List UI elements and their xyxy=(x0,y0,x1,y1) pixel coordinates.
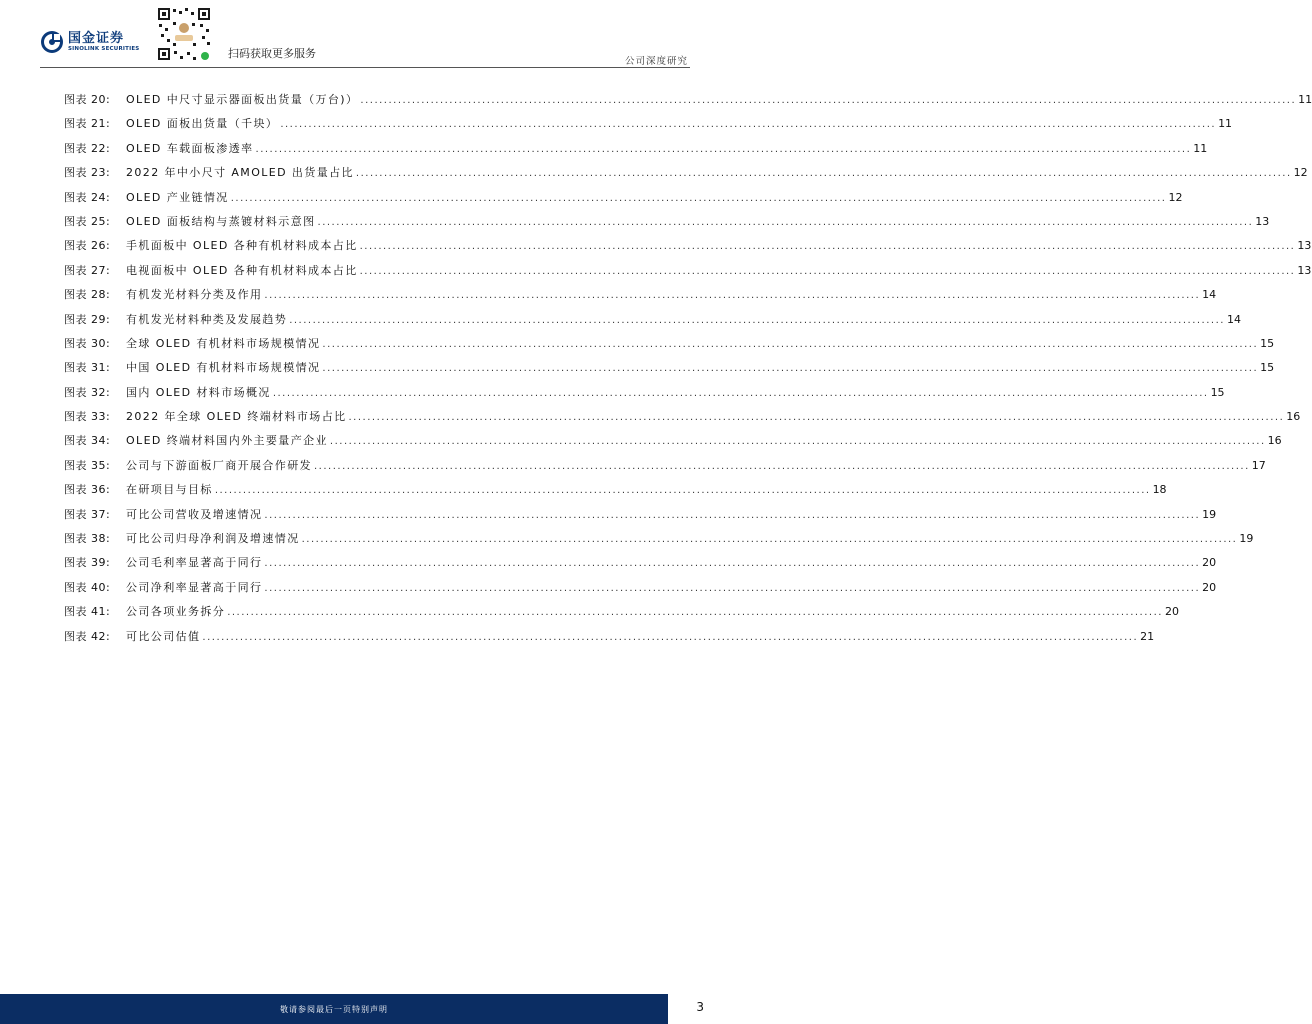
toc-entry-title: 在研项目与目标 xyxy=(126,483,213,497)
toc-entry-page: 14 xyxy=(1202,288,1217,302)
toc-entry[interactable] xyxy=(64,213,1270,237)
toc-entry-title: OLED 车载面板渗透率 xyxy=(126,141,254,155)
toc-dot-leader: ........................................................................................................................................................................................................ xyxy=(289,314,1225,326)
toc-entry-label: 图表 41: xyxy=(64,605,111,619)
toc-entry-page: 17 xyxy=(1251,458,1266,472)
sinolink-logo-icon xyxy=(40,30,64,54)
toc-entry-title: 公司净利率显著高于同行 xyxy=(126,580,263,594)
toc-entry-page: 20 xyxy=(1202,580,1217,594)
toc-entry[interactable] xyxy=(64,457,1266,481)
toc-entry-title: 手机面板中 OLED 各种有机材料成本占比 xyxy=(126,239,358,253)
toc-dot-leader: ........................................................................................................................................................................................................ xyxy=(359,265,1296,277)
report-type-label: 公司深度研究 xyxy=(624,56,688,67)
toc-entry[interactable] xyxy=(64,189,1183,213)
toc-dot-leader: ........................................................................................................................................................................................................ xyxy=(348,412,1285,424)
toc-dot-leader: ........................................................................................................................................................................................................ xyxy=(255,143,1192,155)
logo-english-name: SINOLINK SECURITIES xyxy=(68,45,140,52)
toc-dot-leader: ........................................................................................................................................................................................................ xyxy=(301,534,1238,546)
toc-entry[interactable] xyxy=(64,335,1275,359)
toc-entry-page: 19 xyxy=(1202,507,1217,521)
toc-entry[interactable] xyxy=(64,384,1225,408)
toc-entry-page: 11 xyxy=(1193,141,1208,155)
header-divider xyxy=(40,67,690,68)
toc-entry[interactable] xyxy=(64,530,1254,554)
toc-dot-leader: ........................................................................................................................................................................................................ xyxy=(329,436,1266,448)
toc-entry-label: 图表 32: xyxy=(64,385,111,399)
toc-entry-page: 18 xyxy=(1152,483,1167,497)
toc-entry-title: OLED 终端材料国内外主要量产企业 xyxy=(126,434,328,448)
scan-for-services-text: 扫码获取更多服务 xyxy=(228,47,316,60)
toc-entry-title: 可比公司估值 xyxy=(126,629,201,643)
toc-entry-label: 图表 27: xyxy=(64,263,111,277)
toc-entry-title: OLED 面板结构与蒸镀材料示意图 xyxy=(126,214,316,228)
toc-dot-leader: ........................................................................................................................................................................................................ xyxy=(264,582,1201,594)
toc-entry[interactable] xyxy=(64,286,1217,310)
toc-entry-label: 图表 33: xyxy=(64,410,111,424)
toc-entry[interactable] xyxy=(64,262,1312,286)
toc-entry[interactable] xyxy=(64,603,1179,627)
company-logo xyxy=(40,30,139,54)
toc-entry-label: 图表 30: xyxy=(64,336,111,350)
toc-entry-title: OLED 面板出货量（千块） xyxy=(126,117,279,131)
toc-entry-title: 可比公司归母净利润及增速情况 xyxy=(126,532,300,546)
toc-entry-label: 图表 31: xyxy=(64,361,111,375)
toc-entry-label: 图表 26: xyxy=(64,239,111,253)
toc-entry-title: 2022 年全球 OLED 终端材料市场占比 xyxy=(126,410,347,424)
toc-entry-label: 图表 23: xyxy=(64,166,111,180)
toc-dot-leader: ........................................................................................................................................................................................................ xyxy=(264,558,1201,570)
toc-entry-page: 13 xyxy=(1255,214,1270,228)
figure-list xyxy=(64,91,1312,652)
toc-dot-leader: ........................................................................................................................................................................................................ xyxy=(202,631,1139,643)
toc-entry-page: 12 xyxy=(1168,190,1183,204)
toc-entry-title: 可比公司营收及增速情况 xyxy=(126,507,263,521)
toc-entry-page: 11 xyxy=(1218,117,1233,131)
toc-entry-title: 公司各项业务拆分 xyxy=(126,605,226,619)
toc-entry-label: 图表 24: xyxy=(64,190,111,204)
toc-entry-label: 图表 38: xyxy=(64,532,111,546)
toc-entry-title: 公司毛利率显著高于同行 xyxy=(126,556,263,570)
toc-entry-title: 有机发光材料种类及发展趋势 xyxy=(126,312,288,326)
toc-entry[interactable] xyxy=(64,164,1308,188)
toc-entry[interactable] xyxy=(64,554,1217,578)
toc-entry-title: 有机发光材料分类及作用 xyxy=(126,288,263,302)
toc-dot-leader: ........................................................................................................................................................................................................ xyxy=(314,460,1250,472)
toc-entry-label: 图表 21: xyxy=(64,117,111,131)
toc-entry[interactable] xyxy=(64,359,1275,383)
toc-entry-label: 图表 42: xyxy=(64,629,111,643)
toc-entry-title: 中国 OLED 有机材料市场规模情况 xyxy=(126,361,321,375)
toc-entry[interactable] xyxy=(64,628,1155,652)
toc-entry-label: 图表 35: xyxy=(64,458,111,472)
toc-entry-label: 图表 28: xyxy=(64,288,111,302)
toc-entry-page: 12 xyxy=(1293,166,1308,180)
toc-entry-label: 图表 40: xyxy=(64,580,111,594)
toc-entry-page: 13 xyxy=(1297,263,1312,277)
toc-entry[interactable] xyxy=(64,311,1241,335)
toc-dot-leader: ........................................................................................................................................................................................................ xyxy=(264,509,1201,521)
toc-entry-title: 全球 OLED 有机材料市场规模情况 xyxy=(126,336,321,350)
toc-entry-page: 15 xyxy=(1260,361,1275,375)
toc-dot-leader: ........................................................................................................................................................................................................ xyxy=(360,95,1297,106)
toc-entry-page: 14 xyxy=(1226,312,1241,326)
toc-entry[interactable] xyxy=(64,432,1282,456)
toc-entry-label: 图表 22: xyxy=(64,141,111,155)
toc-entry-label: 图表 34: xyxy=(64,434,111,448)
toc-dot-leader: ........................................................................................................................................................................................................ xyxy=(280,119,1217,131)
toc-entry[interactable] xyxy=(64,481,1167,505)
toc-entry[interactable] xyxy=(64,140,1208,164)
toc-entry-page: 15 xyxy=(1210,385,1225,399)
toc-entry-page: 13 xyxy=(1297,239,1312,253)
toc-entry-label: 图表 20: xyxy=(64,93,111,106)
toc-dot-leader: ........................................................................................................................................................................................................ xyxy=(264,290,1201,302)
page-header xyxy=(0,0,724,70)
toc-dot-leader: ........................................................................................................................................................................................................ xyxy=(317,216,1254,228)
toc-entry[interactable] xyxy=(64,115,1233,139)
toc-dot-leader: ........................................................................................................................................................................................................ xyxy=(227,607,1163,619)
logo-chinese-name: 国金证券 xyxy=(68,30,125,46)
toc-entry[interactable] xyxy=(64,506,1217,530)
toc-dot-leader: ........................................................................................................................................................................................................ xyxy=(359,241,1296,253)
toc-entry-page: 16 xyxy=(1267,434,1282,448)
toc-entry-title: 2022 年中小尺寸 AMOLED 出货量占比 xyxy=(126,166,354,180)
toc-entry-page: 20 xyxy=(1164,605,1179,619)
toc-dot-leader: ........................................................................................................................................................................................................ xyxy=(272,387,1209,399)
toc-entry-page: 21 xyxy=(1140,629,1155,643)
toc-entry[interactable] xyxy=(64,579,1217,603)
toc-dot-leader: ........................................................................................................................................................................................................ xyxy=(355,168,1292,180)
qr-code-icon[interactable] xyxy=(156,6,212,62)
toc-entry-page: 20 xyxy=(1202,556,1217,570)
toc-entry[interactable] xyxy=(64,237,1312,261)
toc-dot-leader: ........................................................................................................................................................................................................ xyxy=(322,338,1259,350)
toc-dot-leader: ........................................................................................................................................................................................................ xyxy=(322,363,1259,375)
toc-dot-leader: ........................................................................................................................................................................................................ xyxy=(214,485,1151,497)
toc-entry-page: 15 xyxy=(1260,336,1275,350)
toc-entry-label: 图表 36: xyxy=(64,483,111,497)
toc-entry[interactable] xyxy=(64,91,1312,115)
toc-entry-page: 19 xyxy=(1239,532,1254,546)
page-number: 3 xyxy=(696,1000,704,1014)
toc-entry-label: 图表 39: xyxy=(64,556,111,570)
toc-entry-title: 国内 OLED 材料市场概况 xyxy=(126,385,271,399)
toc-entry-label: 图表 25: xyxy=(64,214,111,228)
toc-entry-label: 图表 29: xyxy=(64,312,111,326)
toc-dot-leader: ........................................................................................................................................................................................................ xyxy=(230,192,1167,204)
toc-entry-page: 16 xyxy=(1286,410,1301,424)
toc-entry-title: 电视面板中 OLED 各种有机材料成本占比 xyxy=(126,263,358,277)
toc-entry-title: OLED 中尺寸显示器面板出货量（万台)） xyxy=(126,93,359,106)
toc-entry-title: 公司与下游面板厂商开展合作研发 xyxy=(126,458,312,472)
toc-entry-title: OLED 产业链情况 xyxy=(126,190,229,204)
footer-disclaimer: 敬请参阅最后一页特别声明 xyxy=(280,1005,388,1014)
toc-entry[interactable] xyxy=(64,408,1301,432)
toc-entry-label: 图表 37: xyxy=(64,507,111,521)
toc-entry-page: 11 xyxy=(1298,93,1312,106)
